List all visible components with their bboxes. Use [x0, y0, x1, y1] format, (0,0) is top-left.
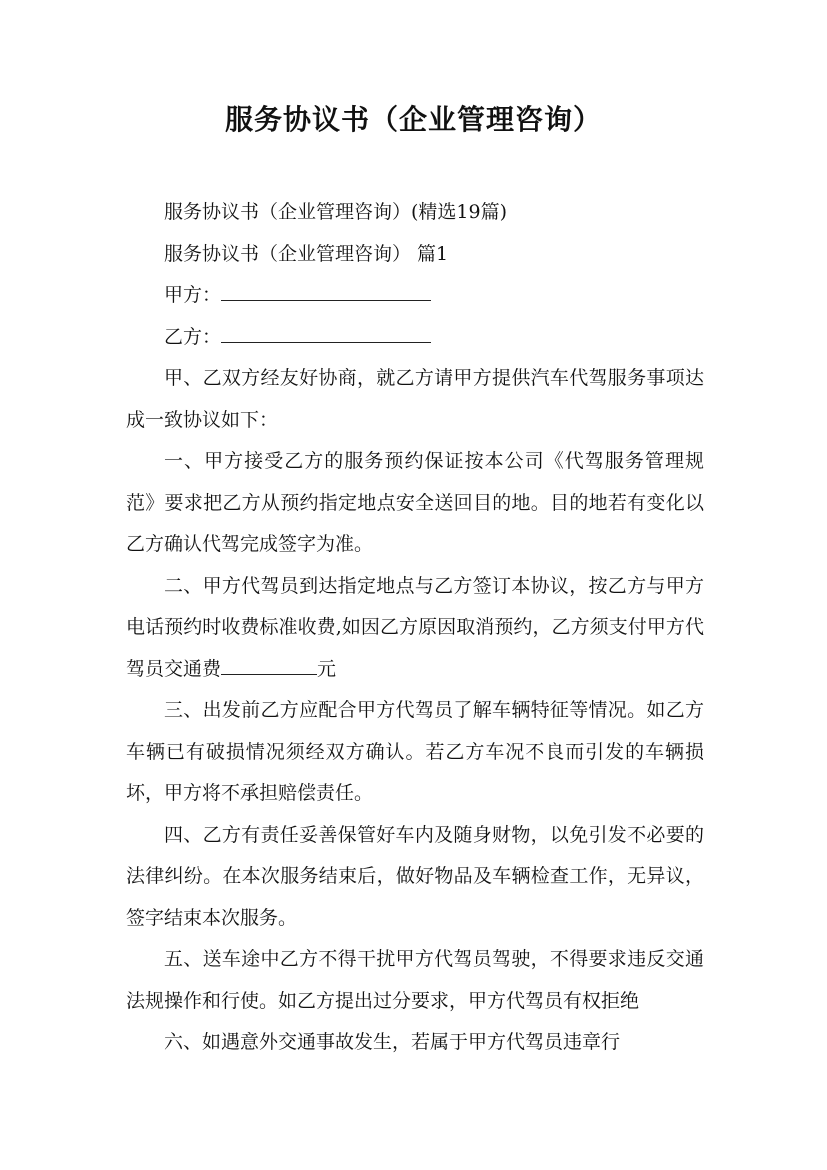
party-a-line — [126, 275, 704, 317]
subtitle: 服务协议书（企业管理咨询）(精选19篇) — [164, 201, 508, 223]
party-a-blank — [221, 279, 431, 301]
paragraph-5: 五、送车途中乙方不得干扰甲方代驾员驾驶，不得要求违反交通法规操作和行使。如乙方提出过分要求，甲方代驾员有权拒绝 — [126, 948, 704, 1012]
party-b-blank — [221, 321, 431, 343]
fee-blank — [221, 653, 317, 675]
document-body — [126, 192, 704, 1064]
section-heading: 服务协议书（企业管理咨询） 篇1 — [164, 242, 449, 265]
paragraph-intro: 甲、乙双方经友好协商，就乙方请甲方提供汽车代驾服务事项达成一致协议如下： — [126, 367, 704, 431]
paragraph-4: 四、乙方有责任妥善保管好车内及随身财物，以免引发不必要的法律纠纷。在本次服务结束后，做好物品及车辆检查工作，无异议，签字结束本次服务。 — [126, 823, 704, 929]
party-b-line — [126, 317, 704, 359]
party-b-label: 乙方： — [164, 325, 222, 348]
paragraph-1: 一、甲方接受乙方的服务预约保证按本公司《代驾服务管理规范》要求把乙方从预约指定地点安全送回目的地。目的地若有变化以乙方确认代驾完成签字为准。 — [126, 450, 704, 555]
paragraph-2-text: 二、甲方代驾员到达指定地点与乙方签订本协议，按乙方与甲方电话预约时收费标准收费,如因乙方原因取消预约，乙方须支付甲方代驾员交通费 — [126, 574, 704, 680]
paragraph-3: 三、出发前乙方应配合甲方代驾员了解车辆特征等情况。如乙方车辆已有破损情况须经双方确认。若乙方车况不良而引发的车辆损坏，甲方将不承担赔偿责任。 — [126, 699, 704, 804]
fee-unit: 元 — [317, 657, 337, 680]
document-title: 服务协议书（企业管理咨询） — [224, 103, 602, 136]
party-a-label: 甲方： — [164, 284, 222, 306]
paragraph-2 — [126, 566, 704, 691]
paragraph-6: 六、如遇意外交通事故发生，若属于甲方代驾员违章行 — [164, 1031, 621, 1053]
